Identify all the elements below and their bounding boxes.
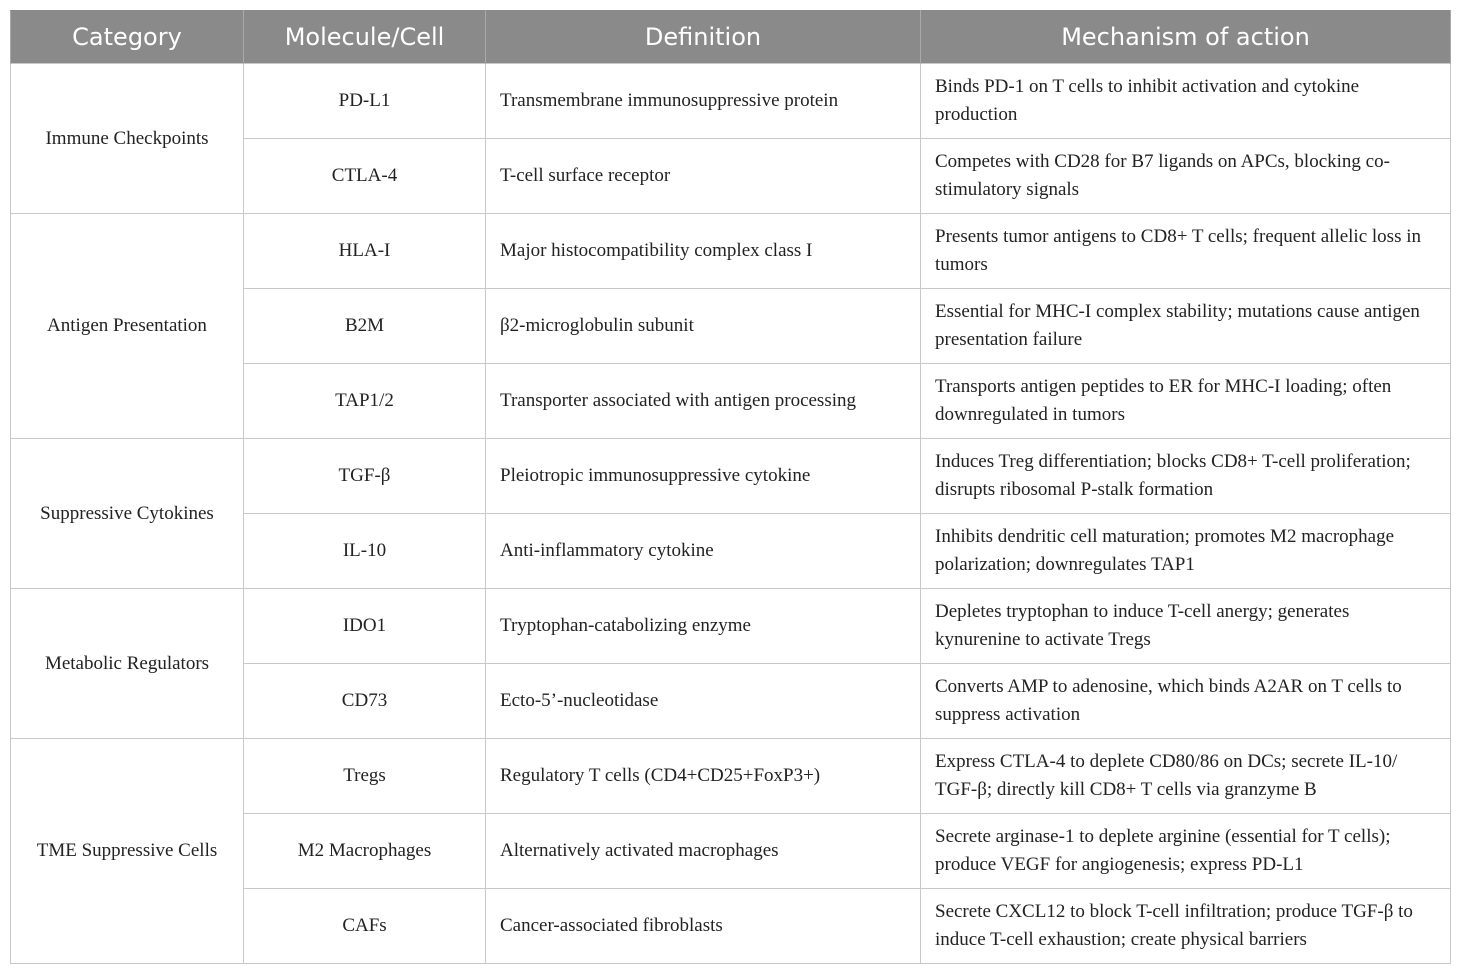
- definition-cell: Pleiotropic immunosuppressive cytokine: [486, 439, 921, 514]
- definition-cell: Transporter associated with antigen processing: [486, 364, 921, 439]
- molecule-cell: IL-10: [244, 514, 486, 589]
- table-row: [11, 64, 1451, 139]
- molecule-cell: TGF-β: [244, 439, 486, 514]
- table-header: [11, 11, 1451, 64]
- header-definition: Definition: [486, 11, 921, 64]
- definition-cell: β2-microglobulin subunit: [486, 289, 921, 364]
- molecule-cell: Tregs: [244, 739, 486, 814]
- definition-cell: Tryptophan-catabolizing enzyme: [486, 589, 921, 664]
- header-category: Category: [11, 11, 244, 64]
- molecule-cell: TAP1/2: [244, 364, 486, 439]
- mechanism-cell: Transports antigen peptides to ER for MHC-I loading; often downregulated in tumors: [921, 364, 1451, 439]
- mechanism-cell: Inhibits dendritic cell maturation; promotes M2 macrophage polarization; downregulates TAP1: [921, 514, 1451, 589]
- category-cell: Suppressive Cytokines: [11, 439, 244, 589]
- immune-suppression-table: [10, 10, 1451, 964]
- category-cell: TME Suppressive Cells: [11, 739, 244, 964]
- definition-cell: Transmembrane immunosuppressive protein: [486, 64, 921, 139]
- definition-cell: Cancer-associated fibroblasts: [486, 889, 921, 964]
- mechanism-cell: Secrete arginase-1 to deplete arginine (essential for T cells); produce VEGF for angiogenesis; express PD-L1: [921, 814, 1451, 889]
- table-row: [11, 439, 1451, 514]
- definition-cell: T-cell surface receptor: [486, 139, 921, 214]
- mechanism-cell: Presents tumor antigens to CD8+ T cells; frequent allelic loss in tumors: [921, 214, 1451, 289]
- table-row: [11, 739, 1451, 814]
- table-row: [11, 589, 1451, 664]
- definition-cell: Major histocompatibility complex class I: [486, 214, 921, 289]
- molecule-cell: M2 Macrophages: [244, 814, 486, 889]
- header-mechanism: Mechanism of action: [921, 11, 1451, 64]
- category-cell: Metabolic Regulators: [11, 589, 244, 739]
- molecule-cell: CD73: [244, 664, 486, 739]
- header-row: [11, 11, 1451, 64]
- definition-cell: Alternatively activated macrophages: [486, 814, 921, 889]
- mechanism-cell: Essential for MHC-I complex stability; mutations cause antigen presentation failure: [921, 289, 1451, 364]
- definition-cell: Regulatory T cells (CD4+CD25+FoxP3+): [486, 739, 921, 814]
- mechanism-cell: Express CTLA-4 to deplete CD80/86 on DCs; secrete IL-10/ TGF-β; directly kill CD8+ T cells via granzyme B: [921, 739, 1451, 814]
- molecule-cell: HLA-I: [244, 214, 486, 289]
- molecule-cell: CTLA-4: [244, 139, 486, 214]
- molecule-cell: PD-L1: [244, 64, 486, 139]
- mechanism-cell: Competes with CD28 for B7 ligands on APCs, blocking co-stimulatory signals: [921, 139, 1451, 214]
- table-body: [11, 64, 1451, 964]
- mechanism-cell: Converts AMP to adenosine, which binds A2AR on T cells to suppress activation: [921, 664, 1451, 739]
- category-cell: Antigen Presentation: [11, 214, 244, 439]
- definition-cell: Anti-inflammatory cytokine: [486, 514, 921, 589]
- mechanism-cell: Depletes tryptophan to induce T-cell anergy; generates kynurenine to activate Tregs: [921, 589, 1451, 664]
- molecule-cell: CAFs: [244, 889, 486, 964]
- mechanism-cell: Secrete CXCL12 to block T-cell infiltration; produce TGF-β to induce T-cell exhaustion; create physical barriers: [921, 889, 1451, 964]
- table-row: [11, 214, 1451, 289]
- category-cell: Immune Checkpoints: [11, 64, 244, 214]
- table-container: [10, 10, 1450, 964]
- mechanism-cell: Induces Treg differentiation; blocks CD8+ T-cell proliferation; disrupts ribosomal P-stalk formation: [921, 439, 1451, 514]
- definition-cell: Ecto-5’-nucleotidase: [486, 664, 921, 739]
- molecule-cell: IDO1: [244, 589, 486, 664]
- header-molecule-cell: Molecule/Cell: [244, 11, 486, 64]
- molecule-cell: B2M: [244, 289, 486, 364]
- mechanism-cell: Binds PD-1 on T cells to inhibit activation and cytokine production: [921, 64, 1451, 139]
